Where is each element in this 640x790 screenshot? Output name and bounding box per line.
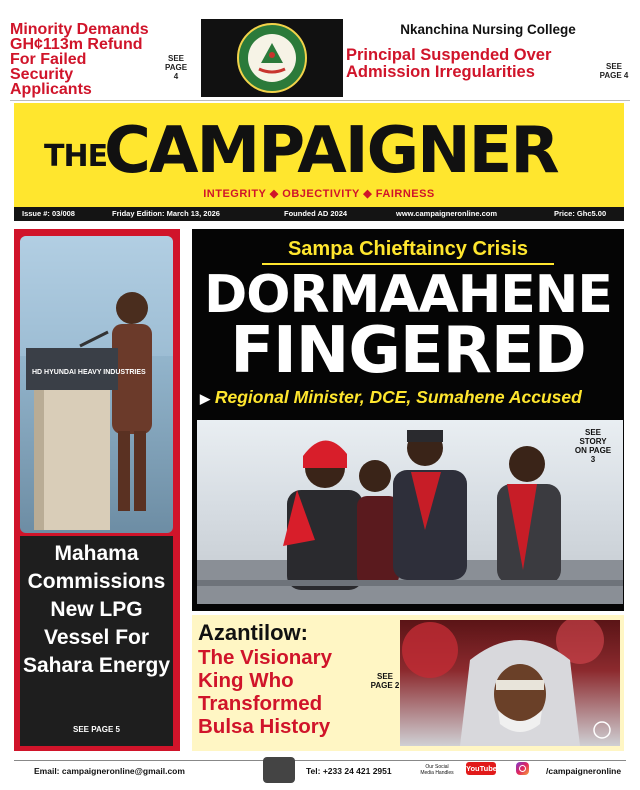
- feature-title[interactable]: Azantilow:: [198, 620, 308, 645]
- main-headline-line1[interactable]: DORMAAHENE: [204, 265, 612, 325]
- teaser-nursing-college[interactable]: [346, 22, 630, 100]
- top-divider: [10, 100, 630, 101]
- instagram-icon[interactable]: [516, 762, 529, 775]
- footer-phone[interactable]: Tel: +233 24 421 2951: [306, 766, 392, 776]
- masthead-title: CAMPAIGNER: [104, 114, 558, 188]
- footer-divider: [14, 760, 626, 761]
- masthead-info-bar: [14, 207, 624, 221]
- edition-date: Friday Edition: March 13, 2026: [112, 209, 220, 218]
- podium-logo-text: HD HYUNDAI HEAVY INDUSTRIES: [32, 369, 146, 376]
- teaser-right-see-page: SEE PAGE 4: [599, 62, 629, 80]
- left-story-photo[interactable]: [20, 236, 173, 533]
- left-story-headline[interactable]: Mahama Commissions New LPG Vessel For Sahara Energy: [22, 542, 171, 677]
- teaser-left-headline: Minority Demands GH¢113m Refund For Failed Security Applicants: [10, 21, 149, 98]
- main-deck-text: Regional Minister, DCE, Sumahene Accused: [214, 387, 582, 407]
- feature-headline[interactable]: The Visionary King Who Transformed Bulsa History: [198, 646, 333, 738]
- president-podium-image: [20, 236, 173, 533]
- teaser-right-headline: Principal Suspended Over Admission Irregularities: [346, 46, 552, 81]
- youtube-icon[interactable]: YouTube: [466, 764, 497, 773]
- feature-see-page: SEE PAGE 2: [370, 672, 400, 690]
- footer-tab: [263, 757, 295, 783]
- main-story-photo[interactable]: [197, 420, 623, 604]
- footer-social-handle[interactable]: /campaigneronline: [546, 766, 622, 776]
- price: Price: Ghc5.00: [554, 209, 607, 218]
- teaser-left-see-page: SEE PAGE 4: [164, 54, 188, 81]
- main-story-see-page: SEE STORY ON PAGE 3: [574, 428, 612, 464]
- college-emblem: [201, 19, 343, 97]
- founded: Founded AD 2024: [284, 209, 348, 218]
- college-emblem-icon: [201, 19, 343, 97]
- feature-photo[interactable]: [400, 620, 620, 746]
- footer-social-label: Our Social Media Handles: [420, 764, 454, 776]
- masthead-tagline: INTEGRITY ◆ OBJECTIVITY ◆ FAIRNESS: [203, 188, 435, 200]
- main-story-deck: [200, 387, 620, 408]
- teaser-right-kicker: Nkanchina Nursing College: [400, 22, 576, 37]
- play-arrow-icon: ▶: [200, 391, 210, 406]
- issue-number: Issue #: 03/008: [22, 209, 75, 218]
- chiefs-seated-image: [197, 420, 623, 604]
- main-headline-line2[interactable]: FINGERED: [230, 314, 586, 388]
- teaser-minority-refund[interactable]: [10, 22, 190, 100]
- footer-email[interactable]: Email: campaigneronline@gmail.com: [34, 766, 185, 776]
- main-story-kicker: Sampa Chieftaincy Crisis: [287, 238, 529, 260]
- watermark-icon: [594, 722, 610, 738]
- masthead-the: THE: [44, 139, 108, 174]
- king-portrait-image: [400, 620, 620, 746]
- website-link[interactable]: www.campaigneronline.com: [396, 209, 497, 218]
- left-story-see-page: SEE PAGE 5: [73, 725, 120, 734]
